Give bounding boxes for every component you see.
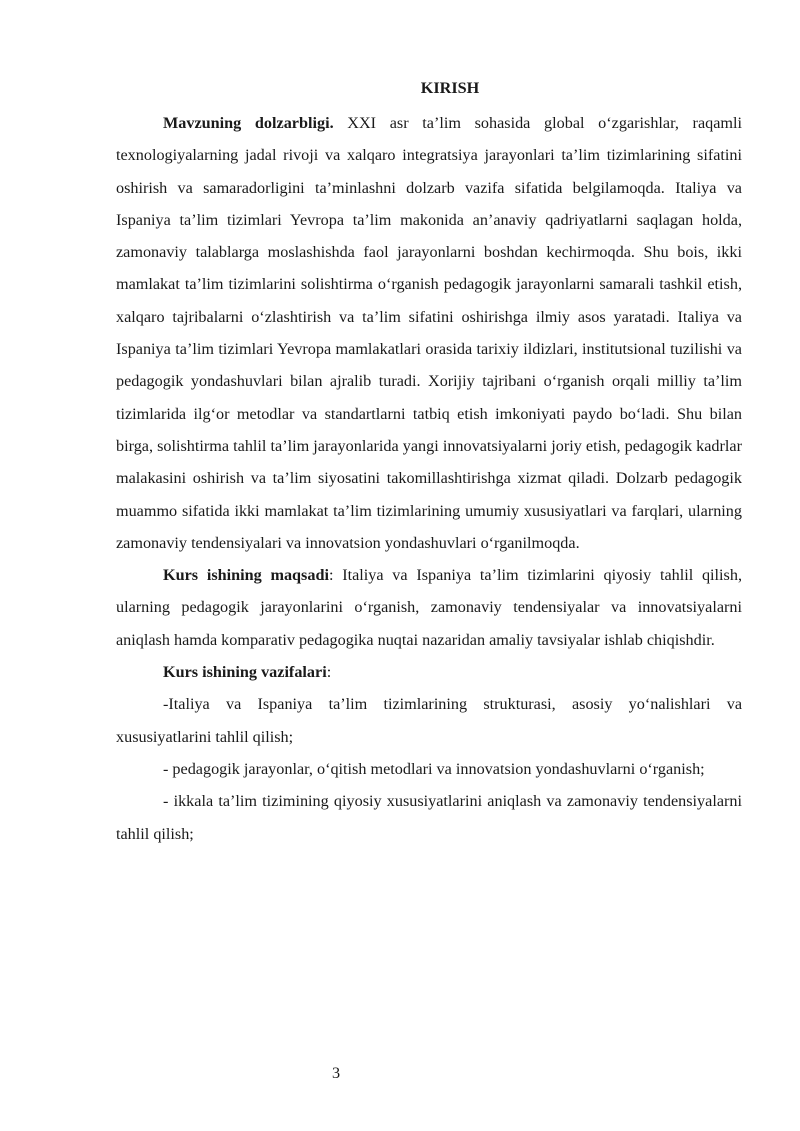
paragraph-text: : (326, 663, 332, 682)
paragraph-lead: Mavzuning dolzarbligi. (163, 114, 334, 132)
paragraph-lead: Kurs ishining maqsadi (163, 566, 329, 585)
paragraph-tasks-heading (116, 656, 742, 688)
paragraph-lead: Kurs ishining vazifalari (163, 663, 327, 682)
task-item (116, 688, 742, 753)
paragraph-relevance (116, 107, 742, 559)
paragraph-text: - ikkala ta’lim tizimining qiyosiy xususiyatlarini aniqlash va zamonaviy tendensiyalarni tahlil qilish; (116, 792, 742, 843)
paragraph-text: XXI asr ta’lim sohasida global o‘zgarishlar, raqamli texnologiyalarning jadal rivoji va xalqaro integratsiya jarayonlari ta’lim tizimlarining sifatini oshirish va samaradorligini ta’minlashni dolzarb vazifa sifatida belgilamoqda. Italiya va Ispaniya ta’lim tizimlari Yevropa ta’lim makonida an’anaviy qadriyatlarni saqlagan holda, zamonaviy talablarga moslashishda faol jarayonlarni boshdan kechirmoqda. Shu bois, ikki mamlakat ta’lim tizimlarini solishtirma o‘rganish pedagogik jarayonlarni samarali tashkil etish, xalqaro tajribalarni o‘zlashtirish va ta’lim sifatini oshirishga ilmiy asos yaratadi. Italiya va Ispaniya ta’lim tizimlari Yevropa mamlakatlari orasida tarixiy ildizlari, institutsional tuzilishi va pedagogik yondashuvlari bilan ajralib turadi. Xorijiy tajribani o‘rganish orqali milliy ta’lim tizimlarida ilg‘or metodlar va standartlarni tatbiq etish imkoniyati paydo bo‘ladi. Shu bilan birga, solishtirma tahlil ta’lim jarayonlarida yangi innovatsiyalarni joriy etish, pedagogik kadrlar malakasini oshirish va ta’lim siyosatini takomillashtirishga xizmat qiladi. Dolzarb pedagogik muammo sifatida ikki mamlakat ta’lim tizimlarining umumiy xususiyatlari va farqlari, ularning zamonaviy tendensiyalari va innovatsion yondashuvlari o‘rganilmoqda. (116, 114, 742, 552)
paragraph-text: -Italiya va Ispaniya ta’lim tizimlarining strukturasi, asosiy yo‘nalishlari va xususiyatlarini tahlil qilish; (116, 695, 742, 746)
page-number: 3 (331, 1064, 341, 1082)
task-item (116, 785, 742, 850)
paragraph-goal (116, 559, 742, 656)
page-content (116, 76, 742, 850)
task-item (116, 753, 742, 785)
paragraph-text: - pedagogik jarayonlar, o‘qitish metodlari va innovatsion yondashuvlarni o‘rganish; (163, 759, 705, 778)
paragraph-text: : Italiya va Ispaniya ta’lim tizimlarini qiyosiy tahlil qilish, ularning pedagogik jarayonlarini o‘rganish, zamonaviy tendensiyalar va innovatsiyalarni aniqlash hamda komparativ pedagogika nuqtai nazaridan amaliy tavsiyalar ishlab chiqishdir. (116, 566, 742, 649)
section-heading: KIRISH (420, 79, 480, 97)
